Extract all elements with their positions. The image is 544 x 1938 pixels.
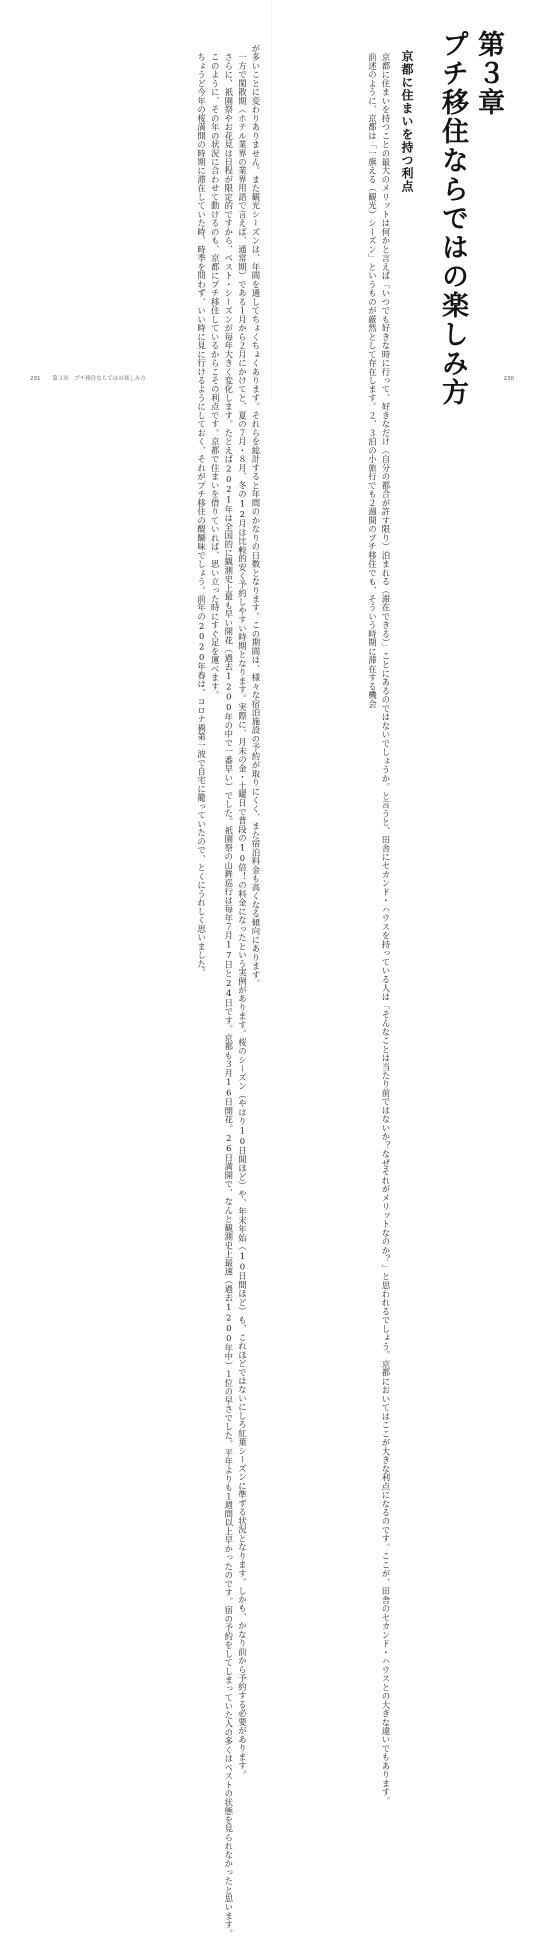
page-number: 231: [30, 376, 41, 382]
page-number: 230: [503, 376, 514, 382]
paragraph: 京都に住まいを持つことの最大のメリットは何かと言えば「いつでも好きな時に行って、好きなだけ（自分の都合が許す限り）泊まれる（滞在できる）」ことにあるのではないでしょうか。と言うと、田舎にセカンド・ハウスを持っている人は「そんなことは当たり前ではないか？なぜそれがメリットなのか？」と思われるでしょう。京都においてはここが大きな利点になるのです。ここが、田舎のセカンド・ハウスとの大きな違いでもあります。: [381, 44, 391, 1806]
paragraph: が多いことに変わりありません。また観光シーズンは、年間を通してちょくちょくあります。それらを総計すると年間のかなりの日数となります。この期間は、様々な宿泊施設の予約が取りにくく、また宿泊料金も高くなる傾向にあります。: [251, 44, 261, 988]
chapter-number: 第３章: [473, 30, 504, 117]
right-page-body: [282, 44, 392, 1806]
book-gutter: [271, 0, 272, 400]
chapter-title: プチ移住ならではの楽しみ方: [437, 30, 468, 407]
section-heading: 京都に住まいを持つ利点: [400, 50, 414, 193]
paragraph: さらに、祇園祭やお花見は日程が限定的ですから、ベスト・シーズンが毎年大きく変化します。たとえば2021年は全国的に観測史上最も早い開花（過去1200年の中で一番早い）でした。祇園祭の山鉾巡行は毎年７月17日と24日です。京都も３月16日開花。26日満開で、なんと観測史上最速（過去1200年中）１位の早さでした。平年よりも１週間以上早かったのです。宿の予約をしてしまっていた人の多くはベストの状態を見られなかったと思います。: [223, 44, 234, 1938]
paragraph: 前述のように、京都は「一旗える（観光）シーズン」というものが厳然として存在します。２、３泊の小旅行でも２週間のプチ移住でも、そういう時期に滞在する機会: [367, 44, 378, 709]
paragraph: このように、その年の状況に合わせて動けるのも、京都にプチ移住しているからこその利点です。京都で住まいを借りていれば、思い立った時にすぐ足を運べます。: [210, 44, 221, 700]
running-head: 第３章 プチ移住ならではの楽しみ方: [52, 376, 146, 382]
left-footer: [30, 374, 146, 382]
paragraph: 一方で閑散期（ホテル業界の業界用語で言えば、通常期）である１月から２月にかけてと、夏の７月・８月、冬の12月は比較的安く予約しやすい時期となります。実際に、月末の金・土曜日で普段の10倍！の料金になったという実例があります。桜のシーズン（やはり10日間ほど）や、年末年始（10日間ほど）も、これほどではないにしろ紅葉シーズンに準ずる状況となります。しかも、かなり前から予約する必要があります。: [237, 44, 248, 1779]
paragraph: ちょうど今年の桜満開の時期に滞在していた時、時季を問わず、いい時に見に行けるようにしておく、それがプチ移住の醍醐味でしょう。前年の2020年春は、コロナ禍第一波で自宅に籠っていたので、とくにうれしく思いました。: [196, 44, 207, 977]
right-footer: [504, 376, 515, 382]
